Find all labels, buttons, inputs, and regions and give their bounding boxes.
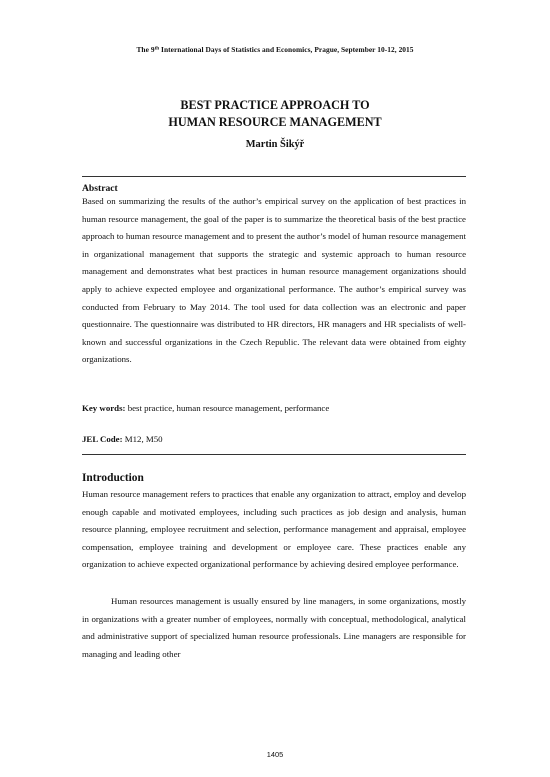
introduction-paragraph-1: Human resource management refers to practices that enable any organization to attract, employ and develop enough capable and motivated employees, including such practices as job design and analysis, human resource planning, employee recruitment and selection, performance management and appraisal, employee compensation, employee training and development or employee care. These practices enable any organization to achieve expected organizational performance by achieving desired employee performance. (82, 489, 466, 570)
header-ordinal-superscript: th (154, 46, 160, 52)
jel-code-label: JEL Code: (82, 434, 123, 444)
title-line-1: BEST PRACTICE APPROACH TO (180, 98, 370, 112)
abstract-text: Based on summarizing the results of the author’s empirical survey on the application of best practices in human resource management, the goal of the paper is to summarize the theoretical basis of the best practice approach to human resource management and to present the author’s model of human resource management in organizational management that supports the strategic and systemic approach to human resource management and demonstrates what best practices in human resource management organizations should apply to achieve expected employee and organizational performance. The author’s empirical survey was conducted from February to May 2014. The tool used for data collection was an electronic and paper questionnaire. The questionnaire was distributed to HR directors, HR managers and HR specialists of well-known and successful organizations in the Czech Republic. The relevant data were obtained from eighty organizations. (82, 196, 466, 365)
jel-code-line (82, 434, 163, 444)
header-text-end: International Days of Statistics and Economics, Prague, September 10-12, 2015 (159, 45, 414, 54)
author-name: Martin Šikýř (245, 139, 305, 150)
page-number: 1405 (266, 750, 284, 759)
keywords-label: Key words: (82, 403, 126, 413)
paper-title (0, 97, 550, 131)
abstract-bottom-divider (82, 454, 466, 455)
introduction-heading: Introduction (82, 472, 144, 484)
abstract-top-divider (82, 176, 466, 177)
header-text-start: The 9 (136, 45, 155, 54)
abstract-heading: Abstract (82, 183, 118, 194)
keywords-line (82, 403, 329, 413)
keywords-value: best practice, human resource management, performance (125, 403, 330, 413)
title-line-2: HUMAN RESOURCE MANAGEMENT (168, 115, 382, 129)
conference-header (0, 45, 550, 54)
introduction-paragraph-2: Human resources management is usually ensured by line managers, in some organizations, mostly in organizations with a greater number of employees, normally with conceptual, methodological, analytical and administrative support of specialized human resource professionals. Line managers are responsible for managing and leading other (82, 596, 466, 659)
jel-code-value: M12, M50 (122, 434, 163, 444)
